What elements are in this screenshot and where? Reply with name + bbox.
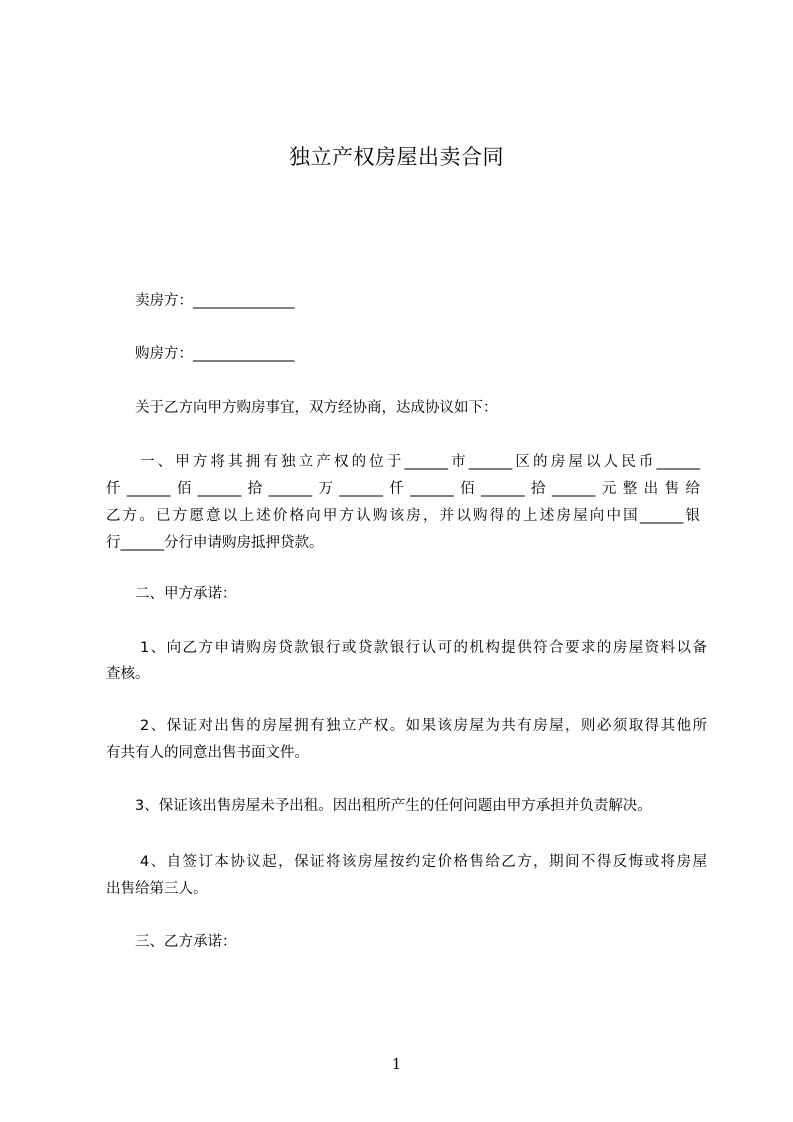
section1-line3: 乙方。已方愿意以上述价格向甲方认购该房，并以购得的上述房屋向中国______银 [106,508,700,524]
section2-item3: 3、保证该出售房屋未予出租。因出租所产生的任何问题由甲方承担并负责解决。 [135,798,652,814]
page-number: 1 [391,1055,402,1073]
section3-heading: 三、乙方承诺： [135,934,237,950]
section1-line1: 一、甲方将其拥有独立产权的位于______市______区的房屋以人民币______ [140,454,700,470]
buyer-line: 购房方：______________ [135,346,295,362]
seller-line: 卖房方：______________ [135,293,295,309]
intro-paragraph: 关于乙方向甲方购房事宜，双方经协商，达成协议如下： [135,400,498,416]
section1-line4: 行______分行申请购房抵押贷款。 [106,535,324,551]
section1-line2: 仟______佰______拾______万______仟______佰______拾______元整出售给 [106,481,700,497]
section2-item1-line2: 查核。 [106,666,150,682]
section2-item4-line2: 出售给第三人。 [106,881,208,897]
section2-item2-line1: 2、保证对出售的房屋拥有独立产权。如果该房屋为共有房屋，则必须取得其他所 [140,718,707,734]
section2-item2-line2: 有共有人的同意出售书面文件。 [106,745,309,761]
section2-item4-line1: 4、自签订本协议起，保证将该房屋按约定价格售给乙方，期间不得反悔或将房屋 [140,854,707,870]
section2-item1-line1: 1、向乙方申请购房贷款银行或贷款银行认可的机构提供符合要求的房屋资料以备 [140,640,707,656]
section2-heading: 二、甲方承诺： [135,586,237,602]
document-title: 独立产权房屋出卖合同 [289,145,504,169]
